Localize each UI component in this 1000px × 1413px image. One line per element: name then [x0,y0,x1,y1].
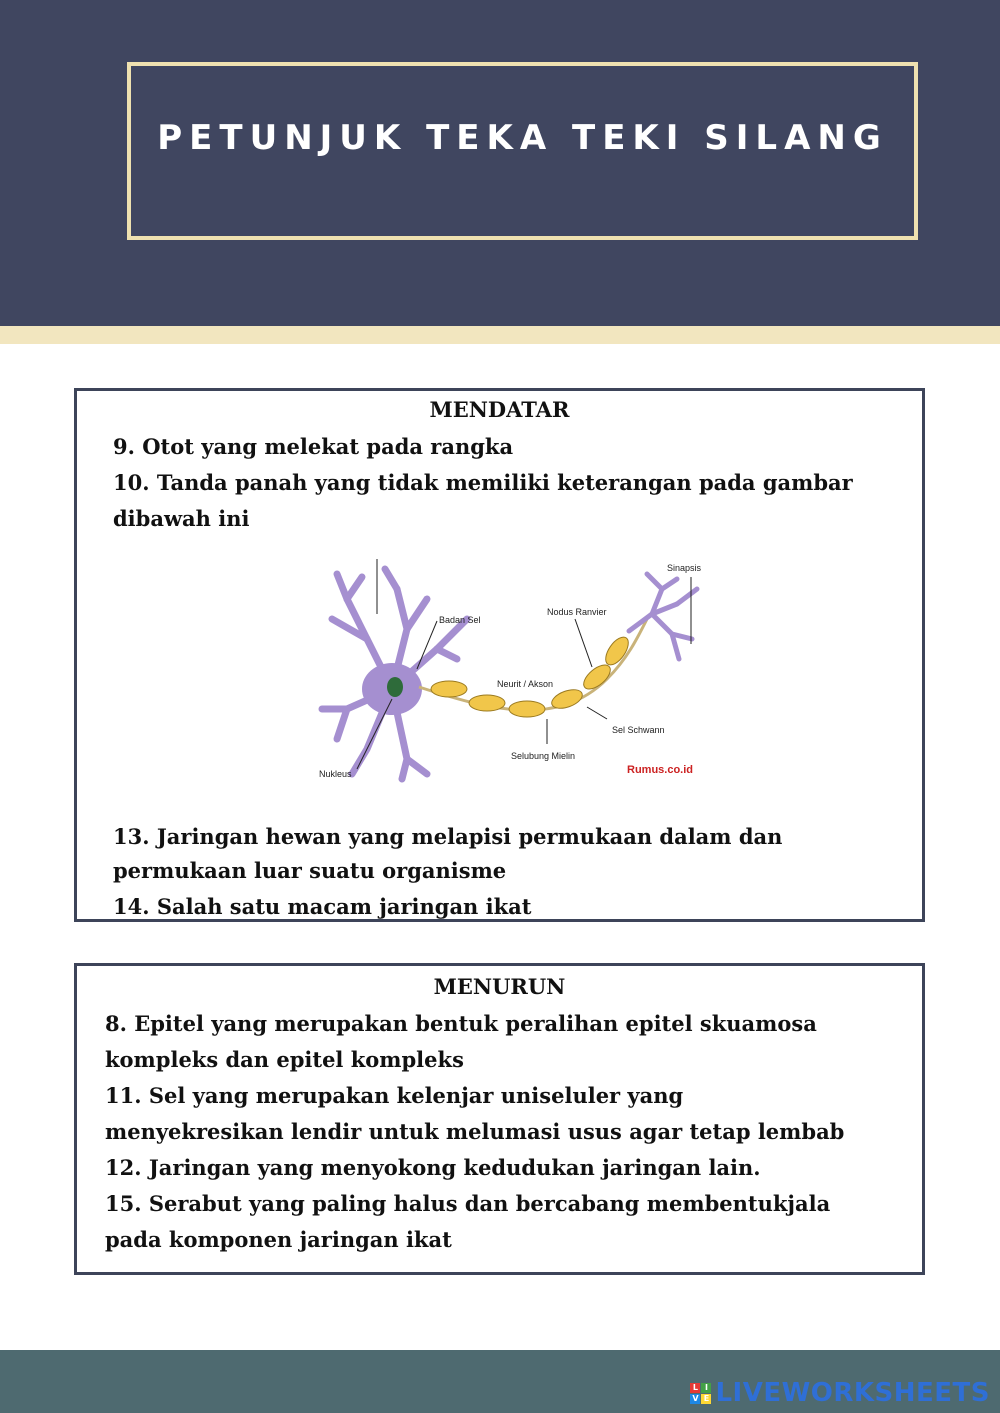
nucleus-shape [387,677,403,697]
clue-11-line2: menyekresikan lendir untuk melumasi usus agar tetap lembab [105,1119,845,1144]
myelin-sheath [431,633,633,717]
neuron-diagram [307,559,727,789]
title-frame [127,62,918,240]
clue-9: 9. Otot yang melekat pada rangka [113,434,514,459]
clue-13-line1: 13. Jaringan hewan yang melapisi permukaan dalam dan [113,824,783,849]
clue-15-line2: pada komponen jaringan ikat [105,1227,452,1252]
menurun-box [74,963,925,1275]
label-nukleus: Nukleus [319,769,352,779]
clue-10-line2: dibawah ini [113,506,250,531]
live-logo-icon: L I V E [690,1383,711,1404]
axon-terminals [629,574,697,659]
menurun-heading: MENURUN [433,974,566,999]
mendatar-heading: MENDATAR [429,397,570,422]
label-selubung-mielin: Selubung Mielin [511,751,576,761]
label-neurit-akson: Neurit / Akson [497,679,554,689]
clue-13-line2: permukaan luar suatu organisme [113,858,507,883]
clue-8-line1: 8. Epitel yang merupakan bentuk peralihan epitel skuamosa [105,1011,817,1036]
label-badan-sel: Badan Sel [439,615,481,625]
clue-8-line2: kompleks dan epitel kompleks [105,1047,464,1072]
diagram-credit: Rumus.co.id [627,764,694,776]
brand-name: LIVEWORKSHEETS [715,1378,990,1408]
liveworksheets-logo[interactable] [690,1376,990,1410]
label-sinapsis: Sinapsis [667,563,702,573]
header-divider [0,326,1000,344]
label-sel-schwann: Sel Schwann [612,725,665,735]
page-title: PETUNJUK TEKA TEKI SILANG [157,118,888,158]
clue-14: 14. Salah satu macam jaringan ikat [113,894,532,919]
clue-10-line1: 10. Tanda panah yang tidak memiliki keterangan pada gambar [113,470,853,495]
clue-11-line1: 11. Sel yang merupakan kelenjar uniseluler yang [105,1083,684,1108]
clue-12: 12. Jaringan yang menyokong kedudukan jaringan lain. [105,1155,761,1180]
label-lines [357,559,691,769]
clue-15-line1: 15. Serabut yang paling halus dan bercabang membentukjala [105,1191,831,1216]
label-nodus-ranvier: Nodus Ranvier [547,607,607,617]
mendatar-box [74,388,925,922]
